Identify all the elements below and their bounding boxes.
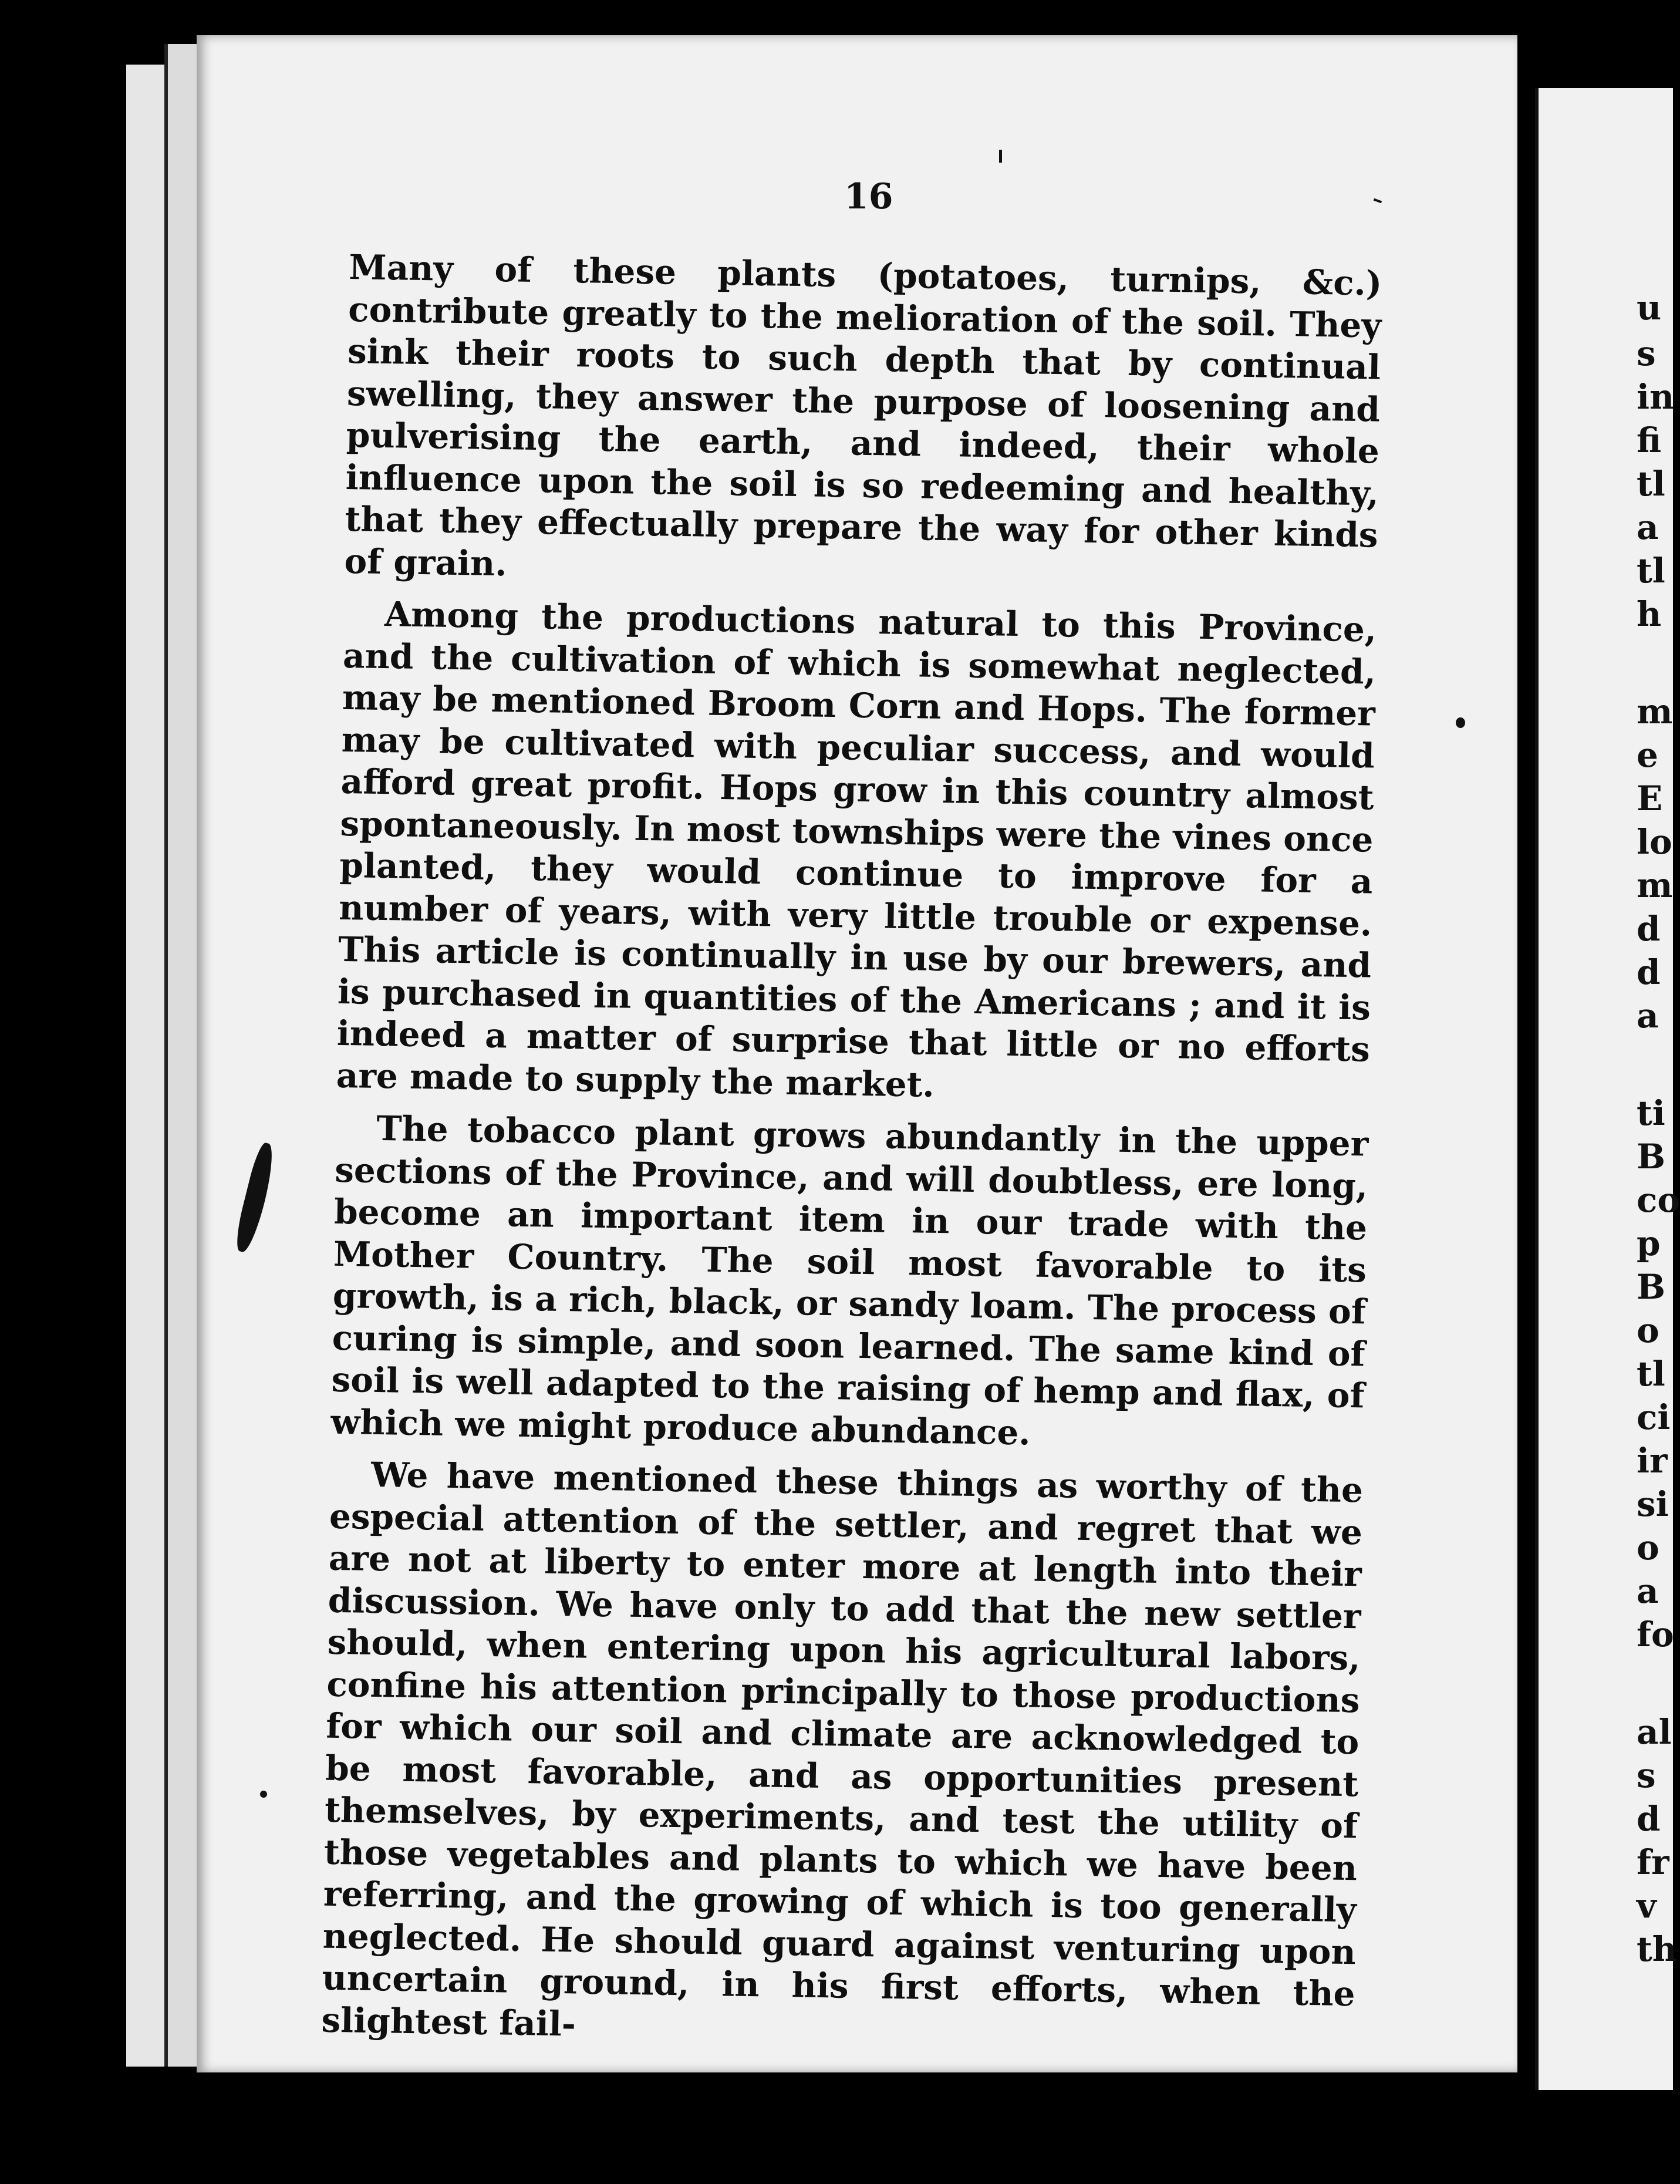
next-page-fragment: p	[1637, 1224, 1661, 1263]
next-page-fragment: u	[1637, 288, 1662, 328]
next-page-fragment: in	[1637, 377, 1675, 417]
ink-dot-mark	[1456, 717, 1465, 728]
next-page-fragment: co	[1637, 1180, 1680, 1220]
next-page-fragment: fo	[1637, 1615, 1674, 1654]
next-page-fragment: s	[1637, 333, 1656, 373]
next-page-fragment: d	[1637, 1799, 1661, 1839]
next-page-fragment: lo	[1637, 822, 1672, 862]
next-page-fragment: tl	[1637, 464, 1665, 504]
next-page-fragment: a	[1637, 1571, 1659, 1611]
next-page-fragment: al	[1637, 1712, 1672, 1752]
paragraph-2: Among the productions natural to this Province, and the cultivation of which is somewhat neglected, may be mentioned Broom Corn and Hops. The former may be cultivated with peculiar success, and would afford great profit. Hops grow in this country almost spontaneously. In most townships were the vines once planted, they would continue to improve for a number of years, with very little trouble or expense. This article is continually in use by our brewers, and is purchased in quantities of the Americans ; and it is indeed a matter of surprise that little or no efforts are made to supply the market.	[336, 594, 1377, 1105]
next-page-fragment: tl	[1637, 551, 1665, 591]
next-page-fragment: a	[1637, 996, 1659, 1036]
next-page-fragment: ti	[1637, 1093, 1665, 1133]
ink-speck-mark	[999, 150, 1002, 163]
next-page-fragment: o	[1637, 1528, 1659, 1568]
ink-dot-mark	[260, 1791, 267, 1798]
paragraph-3: The tobacco plant grows abundantly in the upper sections of the Province, and will doubtless, ere long, become an important item in our trade with the Mother Country. The soil most favorable to its growth, is a rich, black, or sandy loam. The process of curing is simple, and soon learned. The same kind of soil is well adapted to the raising of hemp and flax, of which we might produce abundance.	[330, 1108, 1369, 1452]
next-page-fragment: e	[1637, 735, 1658, 775]
next-page-fragment: si	[1637, 1484, 1669, 1524]
paragraph-1: Many of these plants (potatoes, turnips, &c.) contribute greatly to the melioration of the soil. They sink their roots to such depth that by continual swelling, they answer the purpose of loosening and pulverising the earth, and indeed, their whole influence upon the soil is so redeeming and healthy, that they effectually prepare the way for other kinds of grain.	[344, 247, 1382, 584]
next-page-fragment: v	[1637, 1886, 1657, 1926]
next-page-fragment: fr	[1637, 1842, 1669, 1882]
next-page-fragment: B	[1637, 1267, 1666, 1307]
page-number: 16	[844, 176, 893, 217]
next-page-fragment: d	[1637, 909, 1661, 949]
next-page-fragment: o	[1637, 1310, 1659, 1350]
next-page-fragment: d	[1637, 952, 1661, 992]
next-page-fragment: ir	[1637, 1441, 1668, 1481]
next-page-fragment: m	[1637, 692, 1673, 732]
next-page-fragment: h	[1637, 594, 1662, 634]
page-body-text	[321, 247, 1382, 2068]
paragraph-4: We have mentioned these things as worthy of the especial attention of the settler, and regret that we are not at liberty to enter more at length into their discussion. We have only to add that the new settler should, when entering upon his agricultural labors, confine his attention principally to those productions for which our soil and climate are acknowledged to be most favorable, and as opportunities present themselves, by experiments, and test the utility of those vegetables and plants to which we have been referring, and the growing of which is too generally neglected. He should guard against venturing upon uncertain ground, in his first efforts, when the slightest fail-	[321, 1454, 1364, 2044]
next-page-fragment: s	[1637, 1755, 1656, 1795]
next-page-fragment: E	[1637, 778, 1663, 818]
page-edge-outer	[126, 65, 169, 2067]
next-page-fragment: fi	[1637, 420, 1662, 460]
next-page-fragment: th	[1637, 1929, 1677, 1969]
next-page-fragment: a	[1637, 507, 1659, 547]
next-page-fragment: tl	[1637, 1354, 1665, 1394]
next-page-fragment: B	[1637, 1137, 1666, 1177]
next-page-fragment: m	[1637, 865, 1673, 905]
next-page-fragment: ci	[1637, 1397, 1671, 1437]
